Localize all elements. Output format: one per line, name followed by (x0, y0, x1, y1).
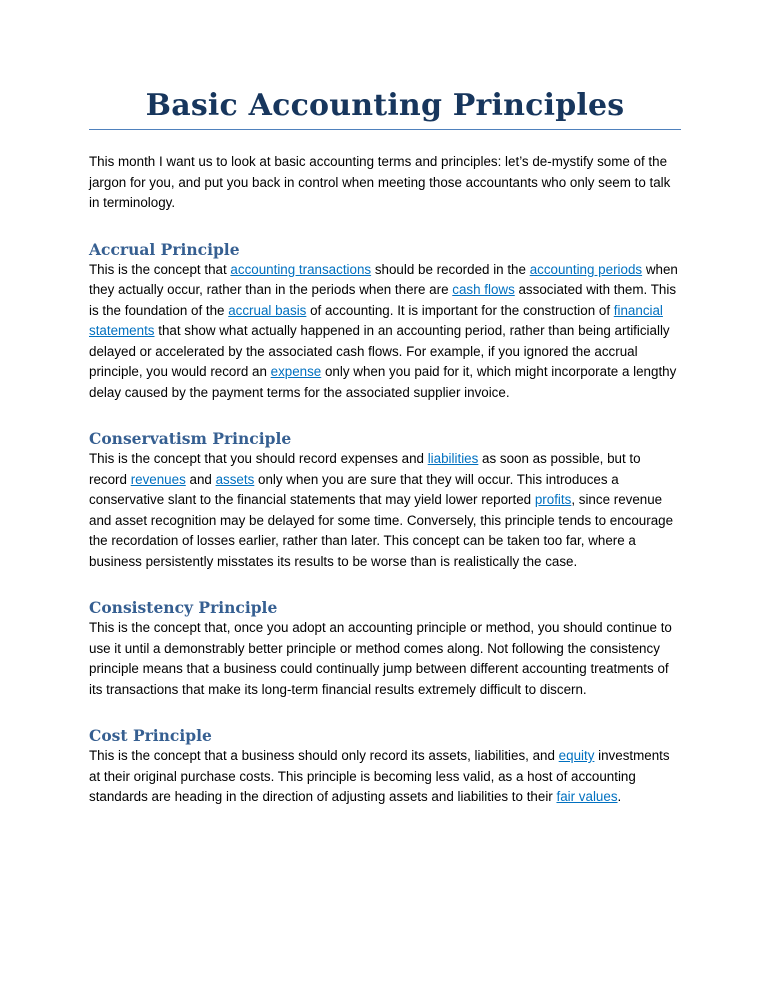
hyperlink[interactable]: accounting transactions (230, 261, 372, 277)
document-page (89, 88, 681, 808)
body-text: This is the concept that (89, 261, 231, 277)
intro-paragraph: This month I want us to look at basic accounting terms and principles: let’s de-mystify some of the jargon for you, and put you back in control when meeting those accountants who only seem to talk in terminology. (89, 154, 671, 210)
body-text: This is the concept that you should record expenses and (89, 451, 428, 466)
hyperlink[interactable]: profits (534, 492, 572, 507)
section-body (89, 260, 681, 404)
body-text: when they actually occur, rather than in the periods when there are (89, 261, 678, 297)
section-heading: Consistency Principle (89, 598, 278, 617)
body-text: only when you paid for it, which might incorporate a lengthy delay caused by the payment terms for the associated supplier invoice. (89, 364, 677, 400)
hyperlink[interactable]: expense (270, 364, 322, 379)
hyperlink[interactable]: revenues (130, 471, 186, 487)
section-heading: Accrual Principle (89, 239, 240, 259)
hyperlink[interactable]: equity (558, 748, 595, 763)
section-cost-principle (89, 726, 681, 808)
body-text: investments at their original purchase costs. This principle is becoming less valid, as a host of accounting standards are heading in the direction of adjusting assets and liabilities to their (89, 748, 670, 804)
body-text: that show what actually happened in an accounting period, rather than being artificially delayed or accelerated by the associated cash flows. For example, if you ignored the accrual principle, you would record an (89, 323, 670, 379)
hyperlink[interactable]: assets (215, 471, 255, 487)
hyperlink[interactable]: fair values (556, 789, 618, 804)
body-text: This is the concept that, once you adopt an accounting principle or method, you should continue to use it until a demonstrably better principle or method comes along. Not following the consistency principle means that a business could continually jump between different accounting treatments of its transactions that make its long-term financial results extremely difficult to discern. (89, 620, 672, 697)
section-consistency-principle (89, 598, 681, 700)
body-text: as soon as possible, but to record (89, 451, 641, 487)
body-text: of accounting. It is important for the construction of (306, 302, 614, 318)
section-heading: Conservatism Principle (89, 429, 292, 448)
section-conservatism-principle (89, 429, 681, 572)
body-text: . (617, 789, 622, 804)
section-heading: Cost Principle (89, 726, 212, 745)
hyperlink[interactable]: liabilities (427, 451, 479, 466)
body-text: should be recorded in the (371, 261, 530, 277)
hyperlink[interactable]: accounting periods (529, 261, 643, 277)
section-body (89, 449, 681, 572)
page-title: Basic Accounting Principles (89, 88, 681, 130)
body-text: This is the concept that a business should only record its assets, liabilities, and (89, 748, 559, 763)
hyperlink[interactable]: cash flows (452, 282, 515, 297)
body-text: associated with them. This is the foundation of the (89, 282, 677, 318)
section-body (89, 746, 681, 808)
body-text: , since revenue and asset recognition may be delayed for some time. Conversely, this principle tends to encourage the recordation of losses earlier, rather than later. This concept can be taken too far, where a business persistently misstates its results to be worse than is realistically the case. (89, 492, 674, 569)
section-body (89, 618, 681, 700)
hyperlink[interactable]: financial statements (89, 302, 663, 338)
section-accrual-principle (89, 240, 681, 404)
body-text: and (185, 471, 216, 487)
body-text: only when you are sure that they will occur. This introduces a conservative slant to the financial statements that may yield lower reported (89, 471, 619, 507)
hyperlink[interactable]: accrual basis (228, 302, 307, 318)
